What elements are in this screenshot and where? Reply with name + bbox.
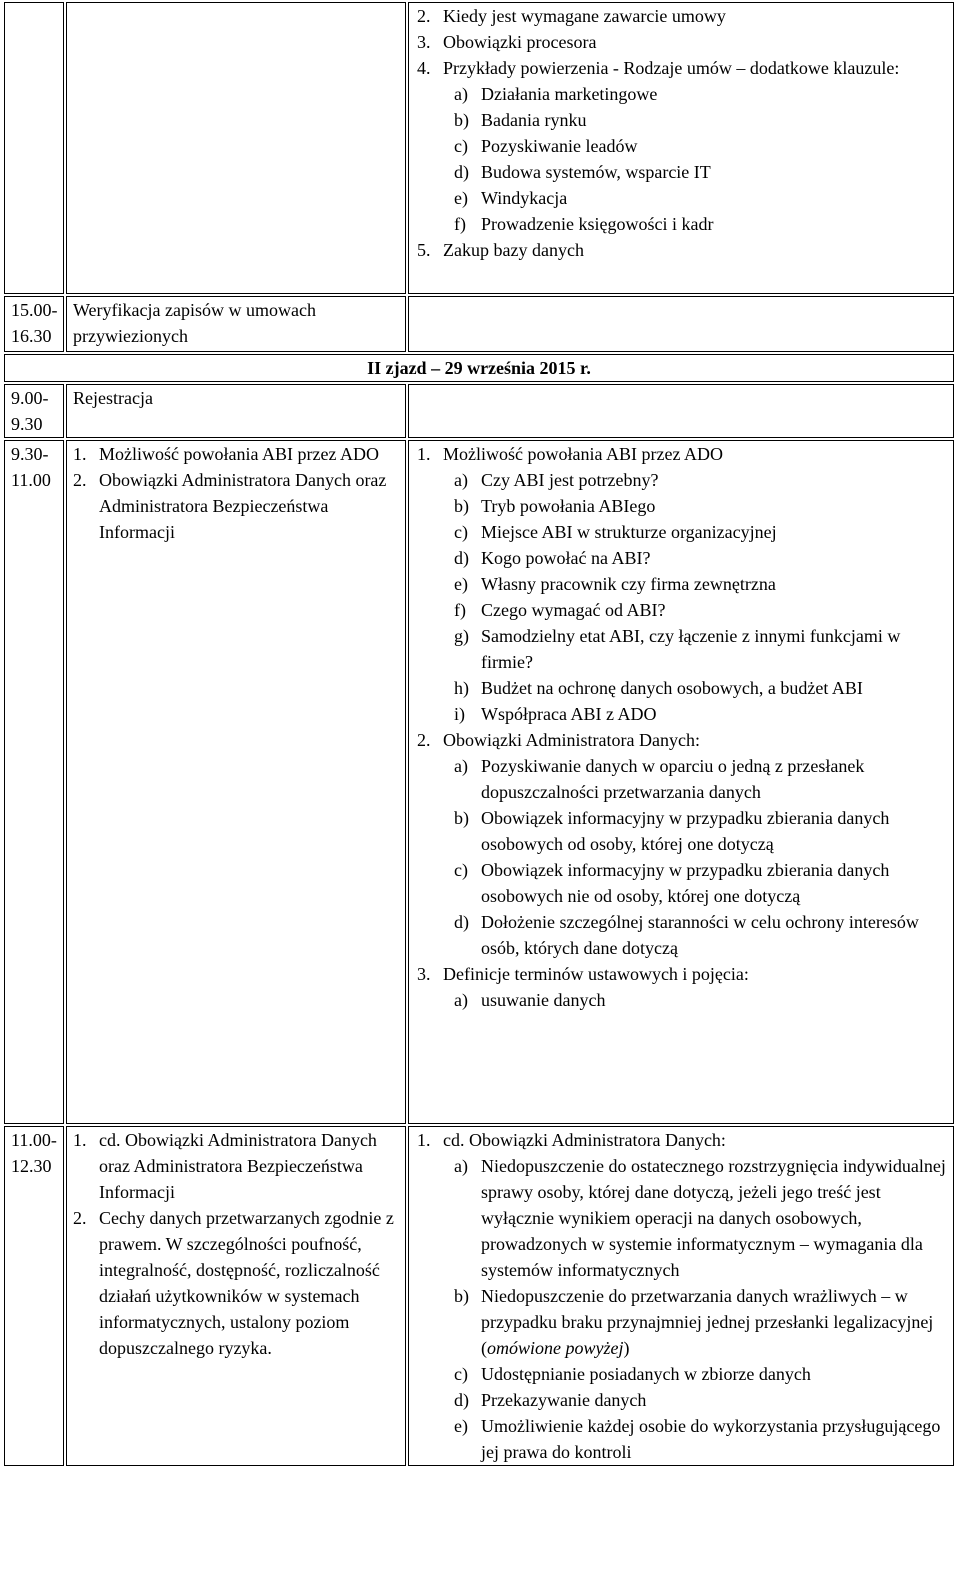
topic-list [73,441,399,545]
sub-list-item: c) Pozyskiwanie leadów [454,136,638,156]
time-cell: 11.00-12.30 [4,1126,64,1466]
content-list [417,441,947,1013]
content-list [417,1127,947,1465]
sub-list-item: f) Prowadzenie księgowości i kadr [454,214,714,234]
sub-list [443,1153,947,1465]
time-cell: 9.30-11.00 [4,440,64,1124]
topic-cell [66,2,406,294]
sub-list-item: d) Przekazywanie danych [454,1390,647,1410]
sub-list [443,753,947,961]
sub-list-item: a) Pozyskiwanie danych w oparciu o jedną z przesłanek dopuszczalności przetwarzania danych [454,756,865,802]
list-item: 4. Przykłady powierzenia - Rodzaje umów – dodatkowe klauzule: a) Działania marketingowe b) Badania rynku c) Pozyskiwanie leadów d) Budowa systemów, wsparcie IT e) Windykacja f) Prowadzenie księgowości i kadr [417,55,947,237]
list-item: 2. Cechy danych przetwarzanych zgodnie z prawem. W szczególności poufność, integralność, dostępność, rozliczalność działań użytkowników w systemach informatycznych, ustalony poziom dopuszczalnego ryzyka. [73,1208,394,1358]
sub-list-item: h) Budżet na ochronę danych osobowych, a budżet ABI [454,678,863,698]
schedule-table [2,0,956,1468]
content-cell [408,2,954,294]
content-cell [408,1126,954,1466]
sub-list-item: a) Czy ABI jest potrzebny? [454,470,659,490]
list-item: 2. Obowiązki Administratora Danych oraz Administratora Bezpieczeństwa Informacji [73,470,387,542]
sub-list-item: c) Obowiązek informacyjny w przypadku zbierania danych osobowych nie od osoby, której one dotyczą [454,860,890,906]
sub-list-item: c) Miejsce ABI w strukturze organizacyjnej [454,522,777,542]
sub-list-item: f) Czego wymagać od ABI? [454,600,666,620]
sub-list-item: g) Samodzielny etat ABI, czy łączenie z innymi funkcjami w firmie? [454,626,901,672]
content-cell [408,440,954,1124]
sub-list [443,987,947,1013]
list-item: 1. Możliwość powołania ABI przez ADO a) Czy ABI jest potrzebny? b) Tryb powołania ABIego c) Miejsce ABI w strukturze organizacyjnej d) Kogo powołać na ABI? e) Własny pracownik czy firma zewnętrzna f) Czego wymagać od ABI? g) Samodzielny etat ABI, czy łączenie z innymi funkcjami w firmie? h) Budżet na ochronę danych osobowych, a budżet ABI i) Współpraca ABI z ADO [417,441,947,727]
list-item: 3. Obowiązki procesora [417,32,597,52]
topic-cell [66,1126,406,1466]
topic-cell: Rejestracja [66,384,406,438]
sub-list-item: d) Kogo powołać na ABI? [454,548,651,568]
sub-list-item: b) Tryb powołania ABIego [454,496,656,516]
table-row [4,440,954,1124]
content-cell [408,384,954,438]
sub-list [443,81,947,237]
sub-list-item: e) Własny pracownik czy firma zewnętrzna [454,574,776,594]
list-item: 1. Możliwość powołania ABI przez ADO [73,444,379,464]
list-item: 5. Zakup bazy danych [417,240,584,260]
topic-cell [66,440,406,1124]
time-cell: 15.00-16.30 [4,296,64,352]
content-cell [408,296,954,352]
list-item: 3. Definicje terminów ustawowych i pojęcia: a) usuwanie danych [417,961,947,1013]
schedule-document [2,0,956,1468]
table-row [4,2,954,294]
time-cell: 9.00-9.30 [4,384,64,438]
content-list [417,3,947,263]
time-cell [4,2,64,294]
list-item: 1. cd. Obowiązki Administratora Danych: a) Niedopuszczenie do ostatecznego rozstrzygnięcia indywidualnej sprawy osoby, której dane dotyczą, jeżeli jego treść jest wyłącznie wynikiem operacji na danych osobowych, prowadzonych w systemie informatycznym – wymagania dla systemów informatycznych b) Niedopuszczenie do przetwarzania danych wrażliwych – w przypadku braku przynajmniej jednej przesłanki legalizacyjnej (omówione powyżej) c) Udostępnianie posiadanych w zbiorze danych d) Przekazywanie danych e) Umożliwienie każdej osobie do wykorzystania przysługującego jej prawa do kontroli [417,1127,947,1465]
sub-list-item: d) Dołożenie szczególnej staranności w celu ochrony interesów osób, których dane dotyczą [454,912,919,958]
sub-list-item: a) Działania marketingowe [454,84,658,104]
sub-list-item: c) Udostępnianie posiadanych w zbiorze danych [454,1364,811,1384]
table-row [4,296,954,352]
sub-list-item: e) Windykacja [454,188,568,208]
table-row [4,1126,954,1466]
sub-list-item: d) Budowa systemów, wsparcie IT [454,162,711,182]
sub-list-item: b) Badania rynku [454,110,587,130]
sub-list [443,467,947,727]
table-row [4,384,954,438]
list-item: 1. cd. Obowiązki Administratora Danych oraz Administratora Bezpieczeństwa Informacji [73,1130,377,1202]
sub-list-item: a) usuwanie danych [454,990,606,1010]
sub-list-item: b) Obowiązek informacyjny w przypadku zbierania danych osobowych od osoby, której one dotyczą [454,808,890,854]
list-item: 2. Obowiązki Administratora Danych: a) Pozyskiwanie danych w oparciu o jedną z przesłanek dopuszczalności przetwarzania danych b) Obowiązek informacyjny w przypadku zbierania danych osobowych od osoby, której one dotyczą c) Obowiązek informacyjny w przypadku zbierania danych osobowych nie od osoby, której one dotyczą d) Dołożenie szczególnej staranności w celu ochrony interesów osób, których dane dotyczą [417,727,947,961]
sub-list-item: b) Niedopuszczenie do przetwarzania danych wrażliwych – w przypadku braku przynajmniej jednej przesłanki legalizacyjnej (omówione powyżej) [454,1286,934,1358]
table-row [4,354,954,382]
sub-list-item: a) Niedopuszczenie do ostatecznego rozstrzygnięcia indywidualnej sprawy osoby, której dane dotyczą, jeżeli jego treść jest wyłącznie wynikiem operacji na danych osobowych, prowadzonych w systemie informatycznym – wymagania dla systemów informatycznych [454,1156,946,1280]
topic-list [73,1127,399,1361]
sub-list-item: i) Współpraca ABI z ADO [454,704,657,724]
topic-cell: Weryfikacja zapisów w umowach przywiezionych [66,296,406,352]
list-item: 2. Kiedy jest wymagane zawarcie umowy [417,6,726,26]
sub-list-item: e) Umożliwienie każdej osobie do wykorzystania przysługującego jej prawa do kontroli [454,1416,941,1462]
session-heading: II zjazd – 29 września 2015 r. [4,354,954,382]
